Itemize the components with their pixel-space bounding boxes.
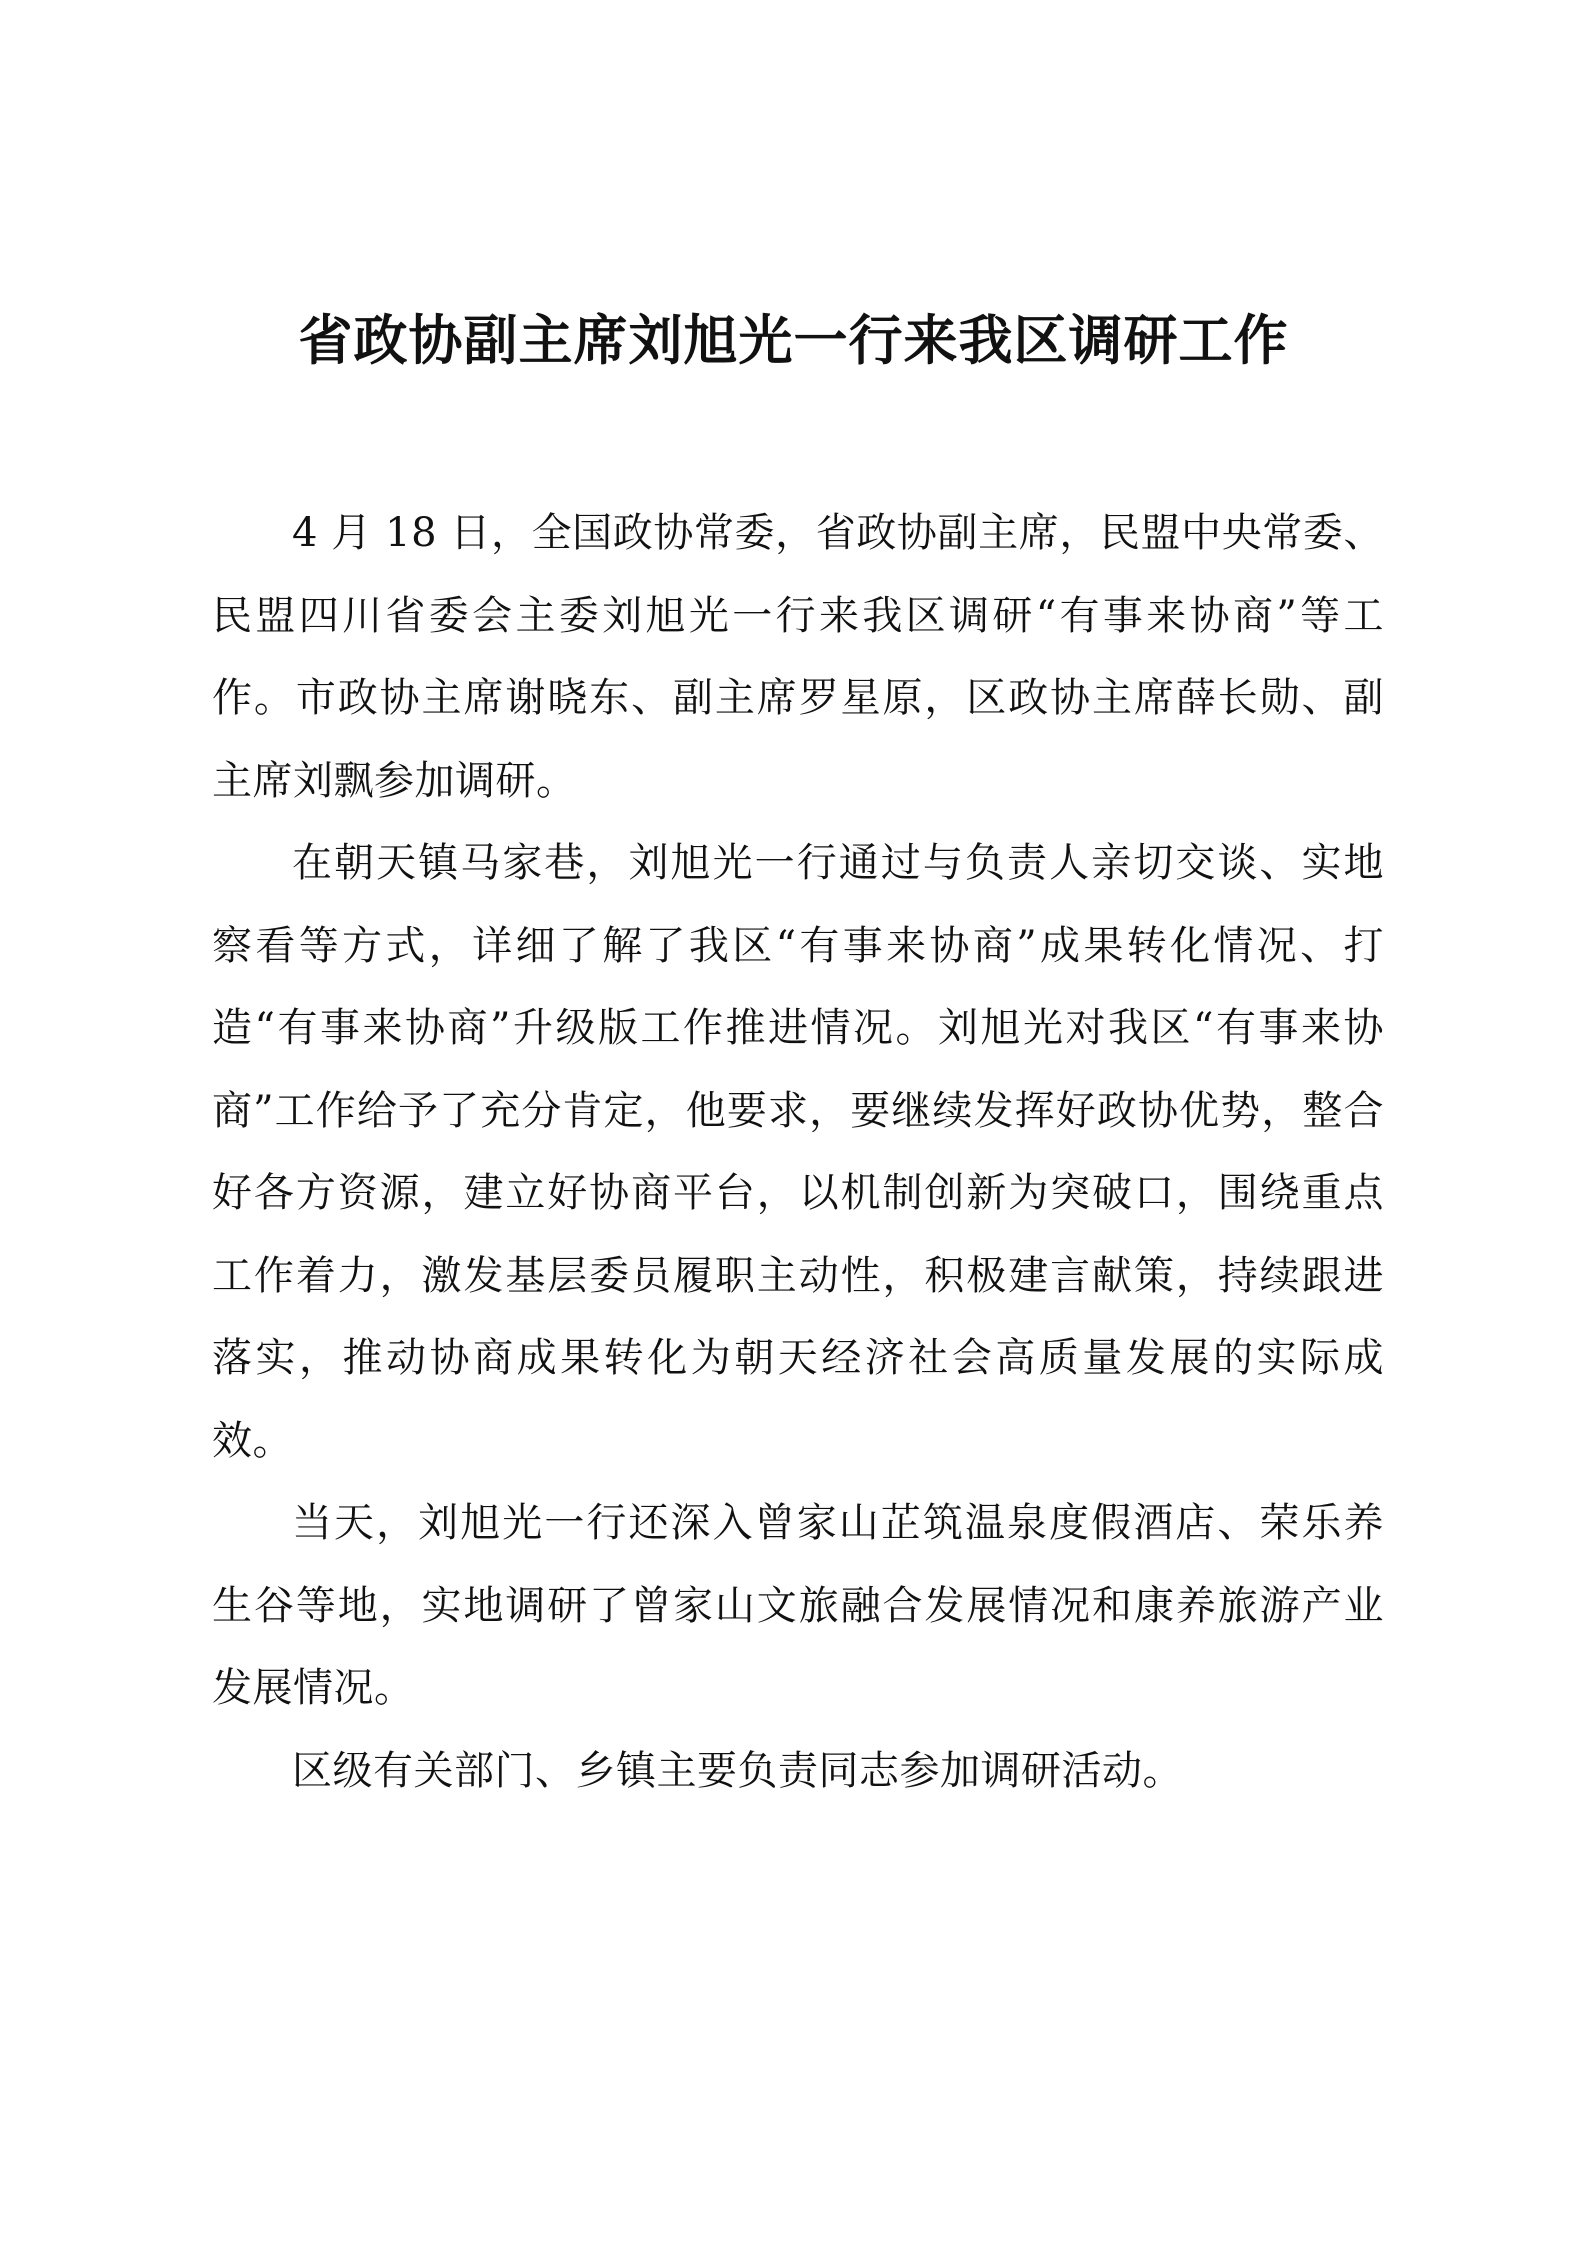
paragraph-4: 区级有关部门、乡镇主要负责同志参加调研活动。 xyxy=(292,1747,1183,1794)
paragraph-2: 在朝天镇马家巷，刘旭光一行通过与负责人亲切交谈、实地察看等方式，详细了解了我区“有事来协商”成果转化情况、打造“有事来协商”升级版工作推进情况。刘旭光对我区“有事来协商”工作给予了充分肯定，他要求，要继续发挥好政协优势，整合好各方资源，建立好协商平台，以机制创新为突破口，围绕重点工作着力，激发基层委员履职主动性，积极建言献策，持续跟进落实，推动协商成果转化为朝天经济社会高质量发展的实际成效。 xyxy=(212,840,1384,1464)
document-title: 省政协副主席刘旭光一行来我区调研工作 xyxy=(298,308,1289,372)
paragraph-1: 4 月 18 日，全国政协常委，省政协副主席，民盟中央常委、民盟四川省委会主委刘旭光一行来我区调研“有事来协商”等工作。市政协主席谢晓东、副主席罗星原，区政协主席薛长勋、副主席刘飘参加调研。 xyxy=(212,510,1384,804)
paragraph-3: 当天，刘旭光一行还深入曾家山芷筑温泉度假酒店、荣乐养生谷等地，实地调研了曾家山文旅融合发展情况和康养旅游产业发展情况。 xyxy=(212,1500,1384,1711)
document-body xyxy=(212,492,1384,1812)
